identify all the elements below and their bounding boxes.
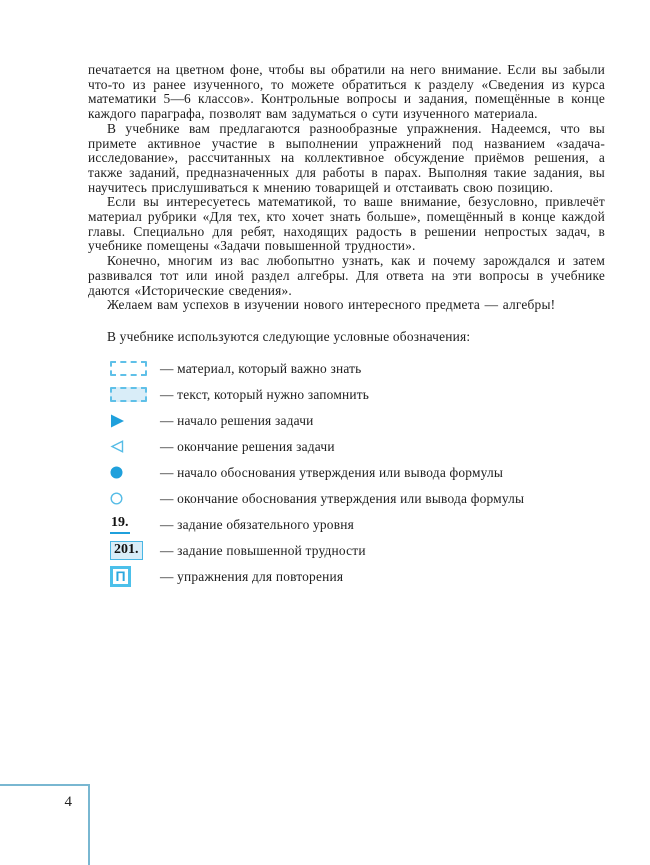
task-number-boxed-icon: 201. <box>110 541 143 560</box>
footer-rule-horizontal <box>0 784 89 786</box>
legend-item-label: — окончание решения задачи <box>160 438 335 454</box>
legend-item-solution-start <box>88 408 605 434</box>
legend-list <box>88 356 605 590</box>
legend-symbol-cell <box>110 387 160 402</box>
circle-outline-icon <box>110 492 123 505</box>
legend-item-proof-end <box>88 486 605 512</box>
legend-item-advanced-task <box>88 538 605 564</box>
legend-item-label: — задание обязательного уровня <box>160 516 354 532</box>
legend-symbol-cell <box>110 440 160 453</box>
legend-item-label: — начало обоснования утверждения или вывода формулы <box>160 464 504 480</box>
task-number-underlined-icon: 19. <box>110 515 130 534</box>
dashed-box-icon <box>110 361 147 376</box>
page-content <box>88 63 605 590</box>
legend-symbol-cell <box>110 566 160 587</box>
legend-item-important-material <box>88 356 605 382</box>
legend-item-label: — начало решения задачи <box>160 412 314 428</box>
triangle-right-filled-icon <box>110 414 125 428</box>
legend-item-proof-start <box>88 460 605 486</box>
legend-item-label: — материал, который важно знать <box>160 360 362 376</box>
legend-item-label: — текст, который нужно запомнить <box>160 386 370 402</box>
legend-symbol-cell <box>110 541 160 560</box>
legend-item-label: — упражнения для повторения <box>160 568 344 584</box>
legend-item-solution-end <box>88 434 605 460</box>
dashed-box-filled-icon <box>110 387 147 402</box>
legend-item-memorize-text <box>88 382 605 408</box>
letter-p-boxed-icon: П <box>110 566 131 587</box>
legend-symbol-cell <box>110 466 160 479</box>
legend-item-basic-level-task <box>88 512 605 538</box>
circle-filled-icon <box>110 466 123 479</box>
paragraph-history: Конечно, многим из вас любопытно узнать, как и почему зарождался и затем развивался тот или иной раздел алгебры. Для ответа на эти вопросы в учебнике даются «Исторические сведения». <box>88 253 605 298</box>
paragraph-exercises: В учебнике вам предлагаются разнообразные упражнения. Надеемся, что вы примете активное участие в выполнении упражнений под названием «задача-исследование», рассчитанных на коллективное обсуждение приёмов решения, а также заданий, предназначенных для работы в парах. Выполняя такие задания, вы научитесь прислушиваться к мнению товарищей и отстаивать свою позицию. <box>88 120 605 195</box>
legend-symbol-cell <box>110 515 160 534</box>
legend-item-label: — задание повышенной трудности <box>160 542 366 558</box>
legend-symbol-cell <box>110 414 160 428</box>
paragraph-wishes: Желаем вам успехов в изучении нового интересного предмета — алгебры! <box>107 297 556 313</box>
paragraph-intro-continuation: печатается на цветном фоне, чтобы вы обратили на него внимание. Если вы забыли что-то из ранее изученного, то можете обратиться к разделу «Сведения из курса математики 5—6 классов». Контрольные вопросы и задания, помещённые в конце каждого параграфа, позволят вам задуматься о сути изученного материала. <box>88 62 605 122</box>
legend-item-label: — окончание обоснования утверждения или вывода формулы <box>160 490 525 506</box>
triangle-left-outline-icon <box>110 440 124 453</box>
paragraph-advanced-material: Если вы интересуетесь математикой, то ваше внимание, безусловно, привлечёт материал рубрики «Для тех, кто хочет знать больше», помещённый в конце каждой главы. Специально для ребят, находящих радость в решении непростых задач, в учебнике помещены «Задачи повышенной трудности». <box>88 194 605 254</box>
legend-item-repetition-exercises <box>88 564 605 590</box>
legend-symbol-cell <box>110 361 160 376</box>
footer-rule-vertical <box>88 784 90 865</box>
legend-heading: В учебнике используются следующие условные обозначения: <box>107 328 471 344</box>
legend-symbol-cell <box>110 492 160 505</box>
page-number: 4 <box>64 794 72 810</box>
